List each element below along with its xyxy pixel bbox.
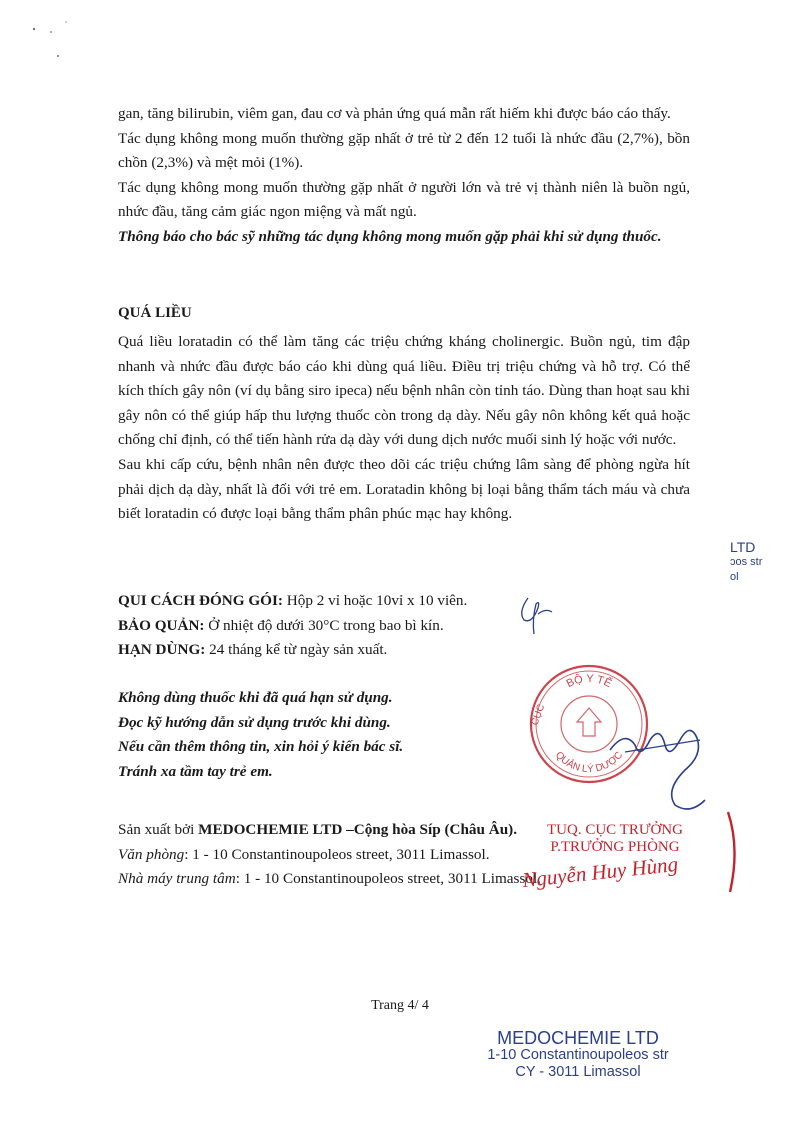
- scan-specks: [0, 0, 120, 80]
- plant-label: Nhà máy trung tâm: [118, 870, 236, 888]
- side-effects-children-paragraph: Tác dụng không mong muốn thường gặp nhất ở trẻ từ 2 đến 12 tuổi là nhức đầu (2,7%), bồn chồn (2,3%) và mệt mỏi (1%).: [118, 129, 690, 172]
- signature-scribble: [605, 700, 715, 820]
- seal-bottom-text: QUẢN LÝ DƯỢC: [552, 749, 626, 776]
- manufacturer-name: MEDOCHEMIE LTD –Cộng hòa Síp (Châu Âu).: [198, 821, 518, 838]
- packaging-label: QUI CÁCH ĐÓNG GÓI:: [118, 592, 283, 609]
- seal-top-text: BỘ Y TẾ: [564, 672, 614, 691]
- approval-title-line-1: TUQ. CỤC TRƯỞNG: [547, 822, 683, 838]
- office-address: : 1 - 10 Constantinoupoleos street, 3011 Limassol.: [184, 845, 490, 863]
- manufacturer-prefix: Sản xuất bởi: [118, 821, 199, 838]
- packaging-value: Hộp 2 vỉ hoặc 10vỉ x 10 viên.: [282, 592, 468, 609]
- stamp-partial-line-2: ɔos str: [730, 556, 763, 568]
- page-number: Trang 4/ 4: [371, 998, 429, 1013]
- report-side-effects-notice: Thông báo cho bác sỹ những tác dụng không mong muốn gặp phải khi sử dụng thuốc.: [118, 227, 662, 245]
- stamp-partial-line-3: ol: [730, 571, 739, 583]
- warning-ask-doctor: Nếu cần thêm thông tin, xin hỏi ý kiến bác sĩ.: [118, 738, 404, 756]
- stamp-partial-line-1: LTD: [730, 539, 756, 555]
- seal-left-text: CỤC: [529, 702, 548, 728]
- approval-title: [540, 822, 690, 856]
- storage-label: BẢO QUẢN:: [118, 616, 205, 634]
- manufacturer-line: [118, 818, 578, 843]
- packaging-section: [118, 589, 690, 663]
- side-effects-section: [118, 102, 690, 250]
- overdose-section: [118, 330, 690, 527]
- warning-expired: Không dùng thuốc khi đã quá hạn sử dụng.: [118, 689, 393, 706]
- svg-text:BỘ Y TẾ: [565, 672, 614, 690]
- storage-value: Ở nhiệt độ dưới 30°C trong bao bì kín.: [204, 616, 444, 634]
- plant-address: : 1 - 10 Constantinoupoleos street, 3011 Limassol.: [235, 870, 541, 888]
- company-stamp: [478, 1030, 678, 1081]
- office-address-line: [118, 843, 578, 868]
- overdose-paragraph-1: Quá liều loratadin có thể làm tăng các triệu chứng kháng cholinergic. Buồn ngủ, tim đập nhanh và nhức đầu được báo cáo khi dùng quá liều. Điều trị triệu chứng và hỗ trợ. Có thể kích thích gây nôn (ví dụ bằng siro ipeca) nếu bệnh nhân còn tỉnh táo. Dùng than hoạt sau khi gây nôn có thể giúp hấp thu lượng thuốc còn trong dạ dày. Nếu gây nôn không kết quả hoặc chống chỉ định, có thể tiến hành rửa dạ dày với dung dịch nước muối sinh lý hoặc với nước.: [118, 333, 690, 449]
- side-effects-paragraph-1: gan, tăng bilirubin, viêm gan, đau cơ và phản ứng quá mẫn rất hiếm khi được báo cáo thấy.: [118, 105, 671, 122]
- plant-address-line: [118, 867, 578, 892]
- side-effects-adults-paragraph: Tác dụng không mong muốn thường gặp nhất ở người lớn và trẻ vị thành niên là buồn ngủ, nhức đầu, tăng cảm giác ngon miệng và mất ngủ.: [118, 178, 690, 221]
- packaging-line: [118, 589, 690, 614]
- overdose-heading: QUÁ LIỀU: [118, 305, 192, 321]
- warning-keep-away-children: Tránh xa tầm tay trẻ em.: [118, 762, 273, 780]
- initial-mark: [510, 590, 560, 640]
- company-stamp-partial: [730, 540, 762, 585]
- expiry-label: HẠN DÙNG:: [118, 641, 206, 659]
- stamp-company-name: MEDOCHEMIE LTD: [497, 1028, 659, 1048]
- storage-line: [118, 614, 690, 639]
- office-label: Văn phòng: [118, 845, 185, 863]
- approval-title-line-2: P.TRƯỞNG PHÒNG: [550, 839, 680, 855]
- stamp-city-line: CY - 3011 Limassol: [515, 1064, 641, 1080]
- red-bracket-mark: [722, 808, 752, 898]
- stamp-address-line: 1-10 Constantinoupoleos str: [487, 1047, 669, 1063]
- signer-name: Nguyễn Huy Hùng: [521, 851, 680, 893]
- expiry-value: 24 tháng kể từ ngày sản xuất.: [205, 641, 388, 659]
- overdose-paragraph-2: Sau khi cấp cứu, bệnh nhân nên được theo dõi các triệu chứng lâm sàng để phòng ngừa hít phải dịch dạ dày, nhất là đối với trẻ em. Loratadin không bị loại bằng thẩm tách máu và chưa biết loratadin có được loại bằng thẩm phân phúc mạc hay không.: [118, 455, 690, 523]
- manufacturer-section: [118, 818, 578, 892]
- warning-read-leaflet: Đọc kỹ hướng dẫn sử dụng trước khi dùng.: [118, 713, 391, 731]
